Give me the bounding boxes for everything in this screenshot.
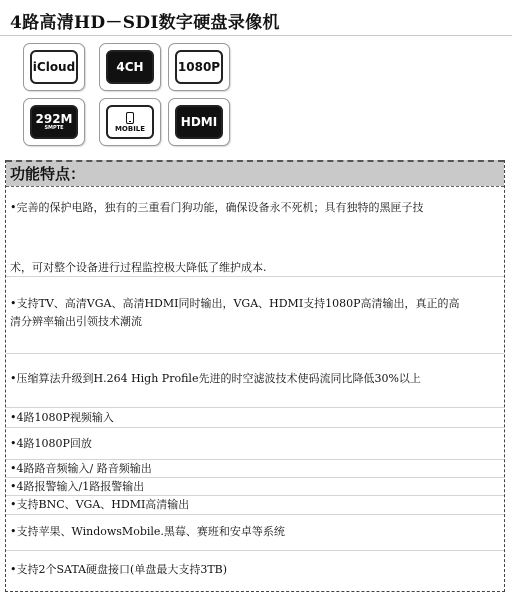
hdmi-badge-label: HDMI [180,115,218,129]
feature-item-text: •支持BNC、VGA、HDMI高清输出 [10,498,190,511]
feature-item [6,515,504,551]
feature-item [6,428,504,460]
feature-item-text: •支持2个SATA硬盘接口(单盘最大支持3TB) [10,563,228,576]
icloud-badge-face [30,50,78,84]
feature-item-text: •支持苹果、WindowsMobile.黑莓、赛班和安卓等系统 [10,525,285,538]
hdmi-badge [168,98,230,146]
feature-item-text: 清分辨率输出引领技术潮流 [10,315,142,328]
1080p-badge-face [175,50,223,84]
mobile-badge [99,98,161,146]
feature-item [6,551,504,592]
mobile-phone-icon [126,112,134,124]
feature-item [6,408,504,428]
feature-item [6,354,504,408]
icloud-badge [23,43,85,91]
title-divider [0,35,512,36]
feature-item-text: •4路1080P回放 [10,437,92,450]
1080p-badge [168,43,230,91]
feature-item-text: •4路1080P视频输入 [10,411,114,424]
mobile-badge-face [106,105,154,139]
feature-item [6,187,504,277]
4ch-badge-face [106,50,154,84]
feature-item [6,478,504,496]
feature-item [6,496,504,515]
feature-item-text: •4路路音频输入/ 路音频输出 [10,462,152,475]
feature-item-text: •完善的保护电路，独有的三重看门狗功能，确保设备永不死机；具有独特的黑匣子技 [10,201,424,214]
feature-item-text: •压缩算法升级到H.264 High Profile先进的时空滤波技术使码流同比降低30%以上 [10,372,421,385]
feature-item-text: •支持TV、高清VGA、高清HDMI同时输出，VGA、HDMI支持1080P高清输出，真正的高 [10,297,460,310]
4ch-badge-label: 4CH [116,60,144,74]
feature-item-text: •4路报警输入/1路报警输出 [10,480,145,493]
hdmi-badge-face [175,105,223,139]
feature-item-text: 术，可对整个设备进行过程监控极大降低了维护成本. [10,261,267,274]
292m-smpte-badge [23,98,85,146]
292m-smpte-badge-face [30,105,78,139]
mobile-badge-label: MOBILE [114,124,146,133]
292m-smpte-badge-sublabel: SMPTE [44,125,64,131]
features-panel [5,160,505,592]
icloud-badge-label: iCloud [32,60,76,74]
features-heading: 功能特点： [6,160,504,186]
page-title: 4路高清HD－SDI数字硬盘录像机 [10,13,280,33]
feature-item [6,277,504,354]
4ch-badge [99,43,161,91]
292m-smpte-badge-label: 292M [35,112,73,126]
1080p-badge-label: 1080P [177,60,221,74]
feature-item [6,460,504,478]
